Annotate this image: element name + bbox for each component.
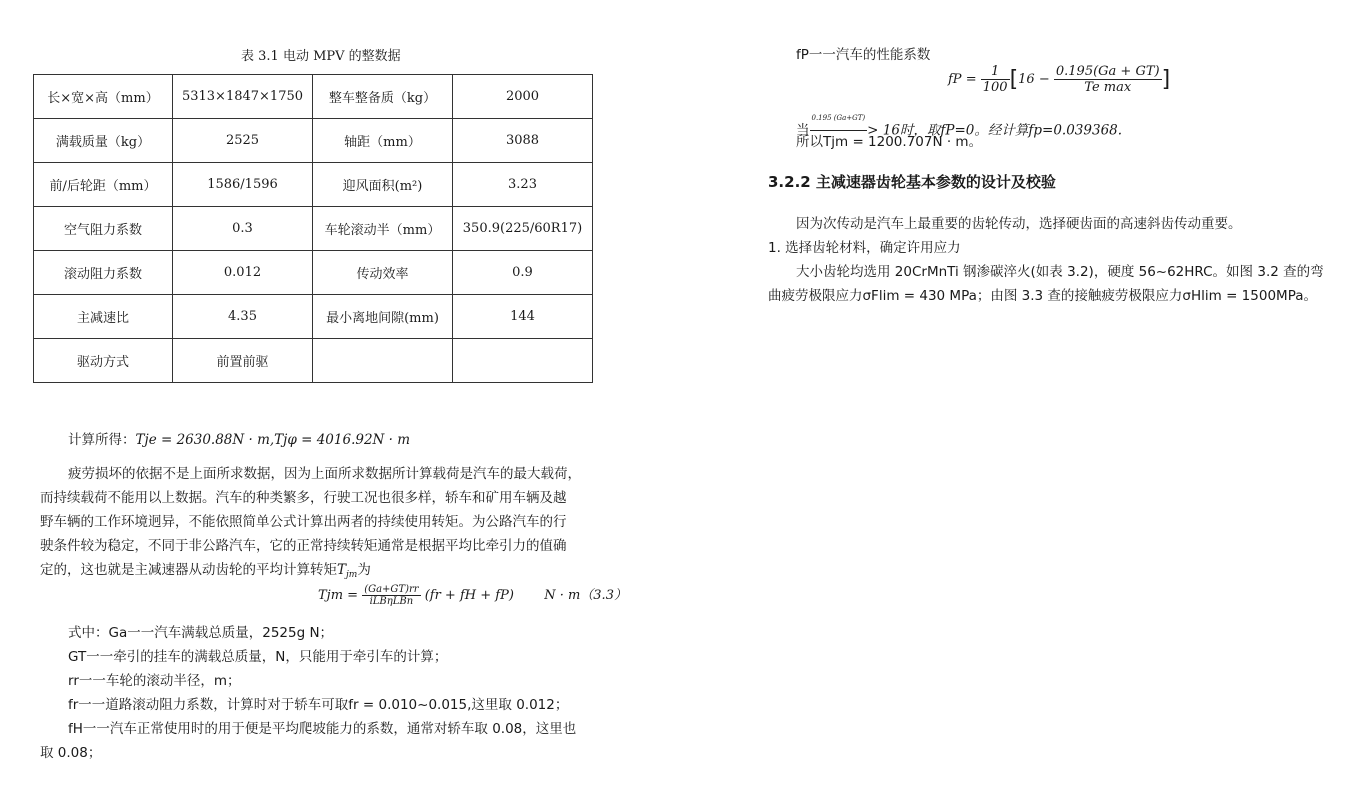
table-cell: 1586/1596 <box>173 163 313 207</box>
equation-3-3 <box>318 584 627 607</box>
def-line-0: 式中：Ga一一汽车满载总质量，2525g N； <box>68 625 334 641</box>
def-line-4: fH一一汽车正常使用时的用于便是平均爬坡能力的系数，通常对轿车取 0.08，这里也 <box>68 721 577 737</box>
eq-fraction <box>362 584 420 607</box>
calc-formula: Tje = 2630.88N · m,Tjφ = 4016.92N · m <box>135 432 411 448</box>
table-cell: 主减速比 <box>34 295 173 339</box>
table-cell: 5313×1847×1750 <box>173 75 313 119</box>
table-cell <box>313 339 453 383</box>
fp-one: 1 <box>981 64 1010 80</box>
step-1-line: 1. 选择齿轮材料，确定许用应力 <box>768 240 961 256</box>
table-cell: 驱动方式 <box>34 339 173 383</box>
eq-lhs: Tjm = <box>318 588 359 603</box>
calc-prefix: 计算所得： <box>68 432 136 448</box>
fp-definition: fP一一汽车的性能系数 <box>796 47 931 63</box>
table-cell: 2000 <box>453 75 593 119</box>
para1-tail: 为 <box>357 562 371 578</box>
table-caption: 表 3.1 电动 MPV 的整数据 <box>241 49 401 64</box>
para1-line-1: 而持续载荷不能用以上数据。汽车的种类繁多，行驶工况也很多样，轿车和矿用车辆及越 <box>40 490 567 506</box>
def-line-3: fr一一道路滚动阻力系数，计算时对于轿车可取fr = 0.010~0.015,这里取 0.012； <box>68 697 569 713</box>
fp-hundred: 100 <box>982 80 1008 95</box>
table-cell: 0.9 <box>453 251 593 295</box>
table-cell <box>453 339 593 383</box>
calc-result-line <box>68 428 410 452</box>
cond-prefix: 当 <box>796 122 810 139</box>
table-cell: 0.3 <box>173 207 313 251</box>
cond-numerator: 0.195 (Ga+GT) <box>810 106 868 131</box>
table-row <box>34 75 593 119</box>
table-cell: 2525 <box>173 119 313 163</box>
para1-line-3: 驶条件较为稳定，不同于非公路汽车，它的正常持续转矩通常是根据平均比牵引力的值确 <box>40 538 567 554</box>
table-cell: 0.012 <box>173 251 313 295</box>
fp-denominator: Te max <box>1084 80 1132 95</box>
def-line-last: 取 0.08； <box>40 745 102 761</box>
parameter-table <box>33 74 593 383</box>
table-cell: 3088 <box>453 119 593 163</box>
table-cell: 传动效率 <box>313 251 453 295</box>
table-cell: 整车整备质（kg） <box>313 75 453 119</box>
table-row <box>34 295 593 339</box>
table-row <box>34 207 593 251</box>
fp-sixteen: 16 − <box>1018 72 1050 87</box>
fp-equation: fP = $\frac{1}{100}$ [16 − $\frac{0.195(Ga + GT)}{\text{Te max}}$ ] <box>948 64 1171 95</box>
table-cell: 空气阻力系数 <box>34 207 173 251</box>
table-cell: 车轮滚动半（mm） <box>313 207 453 251</box>
table-cell: 3.23 <box>453 163 593 207</box>
table-cell: 轴距（mm） <box>313 119 453 163</box>
fp-fraction-1 <box>981 64 1010 95</box>
section-heading: 3.2.2 主减速器齿轮基本参数的设计及校验 <box>768 173 1056 191</box>
para1-last-text: 定的，这也就是主减速器从动齿轮的平均计算转矩 <box>40 562 337 578</box>
table-cell: 350.9(225/60R17) <box>453 207 593 251</box>
fp-fraction-2 <box>1054 64 1162 95</box>
table-row <box>34 251 593 295</box>
para1-line-0: 疲劳损坏的依据不是上面所求数据，因为上面所求数据所计算载荷是汽车的最大载荷， <box>68 466 581 482</box>
table-cell: 前置前驱 <box>173 339 313 383</box>
def-line-2: rr一一车轮的滚动半径，m； <box>68 673 241 689</box>
cond-rest: > 16时，取fP=0。经计算fp=0.039368. <box>867 122 1123 139</box>
eq-numerator: (Ga+GT)rr <box>364 584 419 595</box>
table-cell: 最小离地间隙(mm) <box>313 295 453 339</box>
eq-unit: N · m（3.3） <box>544 588 627 603</box>
table-cell: 4.35 <box>173 295 313 339</box>
material-line-2: 曲疲劳极限应力σFlim = 430 MPa；由图 3.3 查的接触疲劳极限应力σHlim = 1500MPa。 <box>768 288 1317 304</box>
table-cell: 长×宽×高（mm） <box>34 75 173 119</box>
table-cell: 前/后轮距（mm） <box>34 163 173 207</box>
eq-rhs: (fr + fH + fP) <box>424 588 514 603</box>
table-cell: 满载质量（kg） <box>34 119 173 163</box>
intro-line: 因为次传动是汽车上最重要的齿轮传动，选择硬齿面的高速斜齿传动重要。 <box>796 216 1242 232</box>
table-cell: 144 <box>453 295 593 339</box>
para1-line-4: 定的，这也就是主减速器从动齿轮的平均计算转矩$T_{jm}$为 <box>40 562 371 580</box>
para1-line-2: 野车辆的工作环境迥异，不能依照简单公式计算出两者的持续使用转矩。为公路汽车的行 <box>40 514 567 530</box>
def-line-1: GT一一牵引的挂车的满载总质量，N，只能用于牵引车的计算； <box>68 649 448 665</box>
table-cell: 滚动阻力系数 <box>34 251 173 295</box>
table-row <box>34 339 593 383</box>
eq-denominator: iLBηLBn <box>369 596 414 607</box>
fp-numerator: 0.195(Ga + GT) <box>1055 64 1160 79</box>
table-row <box>34 119 593 163</box>
fp-lhs: fP = <box>948 72 977 87</box>
table-cell: 迎风面积(m²) <box>313 163 453 207</box>
result-line: 所以Tjm = 1200.707N · m。 <box>796 134 983 150</box>
table-row <box>34 163 593 207</box>
material-line-1: 大小齿轮均选用 20CrMnTi 钢渗碳淬火(如表 3.2)，硬度 56~62HRC。如图 3.2 查的弯 <box>796 264 1324 280</box>
